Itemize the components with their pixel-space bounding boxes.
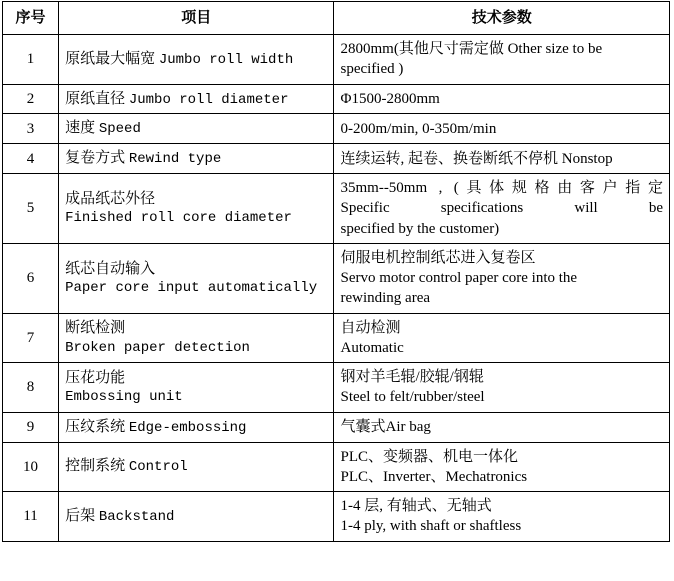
row-number: 9 <box>3 412 59 442</box>
row-item <box>59 363 334 413</box>
item-text-cn: 后架 <box>65 507 96 524</box>
row-item <box>59 144 334 174</box>
row-number: 2 <box>3 84 59 114</box>
item-text-en: Embossing unit <box>65 389 183 406</box>
table-row <box>3 442 670 492</box>
parameter-line: Servo motor control paper core into the <box>340 270 578 287</box>
row-item <box>59 412 334 442</box>
row-number: 11 <box>3 492 59 542</box>
item-text-cn: 控制系统 <box>65 458 126 475</box>
parameter-line: Automatic <box>340 339 404 356</box>
item-text-en: Finished roll core diameter <box>65 210 292 227</box>
item-text <box>65 508 174 524</box>
item-text-en: Jumbo roll diameter <box>128 91 289 108</box>
column-header-no: 序号 <box>3 2 59 35</box>
table-row <box>3 114 670 144</box>
parameter-line: 气囊式Air bag <box>340 418 431 435</box>
item-text-en: Backstand <box>98 508 175 525</box>
parameter-line: 1-4 ply, with shaft or shaftless <box>340 518 522 535</box>
row-parameter <box>334 174 670 244</box>
row-parameter <box>334 492 670 542</box>
row-number: 5 <box>3 174 59 244</box>
item-text-en: Jumbo roll width <box>158 51 294 68</box>
table-row <box>3 313 670 363</box>
table-row <box>3 412 670 442</box>
item-text <box>65 419 246 435</box>
row-parameter <box>334 363 670 413</box>
row-number: 1 <box>3 35 59 85</box>
column-header-param: 技术参数 <box>334 2 670 35</box>
table-row <box>3 492 670 542</box>
item-text-cn: 断纸检测 <box>65 320 126 337</box>
row-parameter <box>334 84 670 114</box>
row-item <box>59 442 334 492</box>
item-text-cn: 速度 <box>65 120 96 137</box>
parameter-line: 伺服电机控制纸芯进入复卷区 <box>340 249 536 266</box>
parameter-line: Φ1500-2800mm <box>340 90 440 107</box>
row-item <box>59 114 334 144</box>
parameter-line: PLC、变频器、机电一体化 <box>340 448 518 465</box>
item-text-en: Broken paper detection <box>65 339 250 356</box>
parameter-line: 钢对羊毛辊/胶辊/钢辊 <box>340 369 484 386</box>
item-text-en: Paper core input automatically <box>65 279 318 296</box>
table-row <box>3 84 670 114</box>
row-item <box>59 313 334 363</box>
item-text-cn: 复卷方式 <box>65 150 126 167</box>
parameter-line: 35mm--50mm , (具体规格由客户指定 <box>340 180 663 197</box>
item-text-cn: 成品纸芯外径 <box>65 190 156 207</box>
parameter-line: specified ) <box>340 61 404 78</box>
item-text-cn: 原纸直径 <box>65 90 126 107</box>
column-header-item: 项目 <box>59 2 334 35</box>
item-text-en: Speed <box>98 121 141 138</box>
row-number: 7 <box>3 313 59 363</box>
item-text-en: Rewind type <box>128 151 222 168</box>
parameter-line: 连续运转, 起卷、换卷断纸不停机 Nonstop <box>340 150 613 167</box>
table-row <box>3 174 670 244</box>
parameter-line: PLC、Inverter、Mechatronics <box>340 468 528 485</box>
row-parameter <box>334 313 670 363</box>
row-parameter <box>334 114 670 144</box>
row-number: 10 <box>3 442 59 492</box>
item-text <box>65 91 288 107</box>
row-item <box>59 174 334 244</box>
row-parameter <box>334 243 670 313</box>
row-item <box>59 35 334 85</box>
parameter-line: rewinding area <box>340 290 431 307</box>
item-text <box>65 458 188 474</box>
item-text-en: Edge-embossing <box>128 419 247 436</box>
item-text <box>65 51 293 67</box>
parameter-line: 1-4 层, 有轴式、无轴式 <box>340 498 492 515</box>
parameter-line: 自动检测 <box>340 319 401 336</box>
table-body <box>3 35 670 542</box>
table-row <box>3 243 670 313</box>
row-number: 6 <box>3 243 59 313</box>
table-header <box>3 2 670 35</box>
row-number: 8 <box>3 363 59 413</box>
table-header-row <box>3 2 670 35</box>
parameter-line: Steel to felt/rubber/steel <box>340 389 485 406</box>
row-parameter <box>334 442 670 492</box>
item-text-cn: 压花功能 <box>65 369 126 386</box>
item-text-cn: 原纸最大幅宽 <box>65 50 156 67</box>
row-number: 4 <box>3 144 59 174</box>
table-row <box>3 35 670 85</box>
parameter-line: 0-200m/min, 0-350m/min <box>340 120 497 137</box>
parameter-line: specified by the customer) <box>340 220 500 237</box>
row-parameter <box>334 144 670 174</box>
row-item <box>59 492 334 542</box>
item-text-cn: 压纹系统 <box>65 418 126 435</box>
item-text-en: Control <box>128 459 188 476</box>
row-number: 3 <box>3 114 59 144</box>
item-text <box>65 150 221 166</box>
table-row <box>3 363 670 413</box>
row-item <box>59 84 334 114</box>
parameter-line: 2800mm(其他尺寸需定做 Other size to be <box>340 41 603 57</box>
row-parameter <box>334 412 670 442</box>
row-item <box>59 243 334 313</box>
specification-table <box>2 1 670 542</box>
item-text-cn: 纸芯自动输入 <box>65 260 156 277</box>
row-parameter <box>334 35 670 85</box>
parameter-line: Specific specifications will be <box>340 200 663 217</box>
table-row <box>3 144 670 174</box>
item-text <box>65 120 141 136</box>
